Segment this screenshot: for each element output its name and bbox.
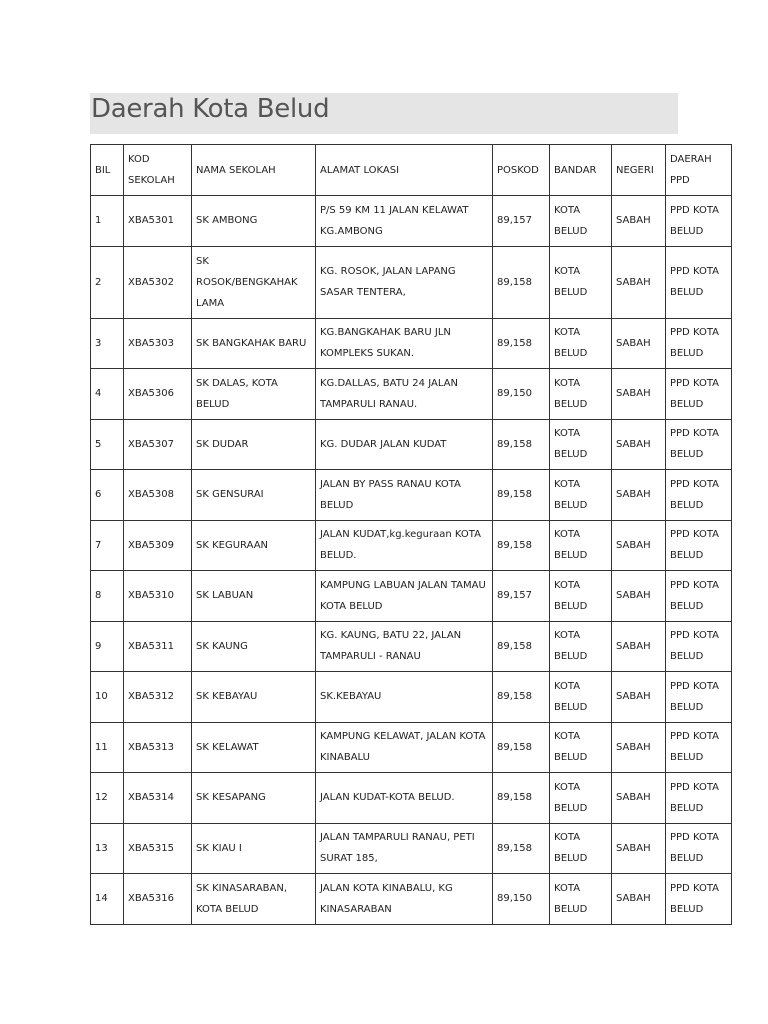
cell-daerah-ppd: PPD KOTA BELUD (666, 621, 732, 672)
cell-alamat-lokasi: SK.KEBAYAU (316, 672, 493, 723)
cell-daerah-ppd: PPD KOTA BELUD (666, 722, 732, 773)
cell-bandar: KOTA BELUD (550, 246, 612, 318)
cell-nama-sekolah: SK AMBONG (192, 196, 316, 247)
cell-nama-sekolah: SK KAUNG (192, 621, 316, 672)
cell-bil: 5 (91, 419, 124, 470)
table-header-row (91, 145, 732, 196)
header-daerah-ppd: DAERAH PPD (666, 145, 732, 196)
cell-alamat-lokasi: KAMPUNG KELAWAT, JALAN KOTA KINABALU (316, 722, 493, 773)
cell-poskod: 89,158 (493, 419, 550, 470)
cell-kod-sekolah: XBA5303 (124, 318, 192, 369)
table-row (91, 874, 732, 925)
cell-bandar: KOTA BELUD (550, 621, 612, 672)
cell-alamat-lokasi: KAMPUNG LABUAN JALAN TAMAU KOTA BELUD (316, 571, 493, 622)
cell-alamat-lokasi: P/S 59 KM 11 JALAN KELAWAT KG.AMBONG (316, 196, 493, 247)
cell-daerah-ppd: PPD KOTA BELUD (666, 672, 732, 723)
header-bil: BIL (91, 145, 124, 196)
cell-poskod: 89,150 (493, 369, 550, 420)
cell-nama-sekolah: SK KEBAYAU (192, 672, 316, 723)
table-row (91, 419, 732, 470)
table-row (91, 621, 732, 672)
cell-kod-sekolah: XBA5301 (124, 196, 192, 247)
cell-nama-sekolah: SK LABUAN (192, 571, 316, 622)
cell-bandar: KOTA BELUD (550, 571, 612, 622)
table-row (91, 246, 732, 318)
cell-bil: 6 (91, 470, 124, 521)
cell-bil: 12 (91, 773, 124, 824)
cell-poskod: 89,158 (493, 520, 550, 571)
cell-bil: 8 (91, 571, 124, 622)
cell-poskod: 89,158 (493, 672, 550, 723)
cell-negeri: SABAH (612, 874, 666, 925)
cell-daerah-ppd: PPD KOTA BELUD (666, 520, 732, 571)
cell-alamat-lokasi: KG. DUDAR JALAN KUDAT (316, 419, 493, 470)
cell-nama-sekolah: SK DUDAR (192, 419, 316, 470)
cell-negeri: SABAH (612, 621, 666, 672)
cell-nama-sekolah: SK KEGURAAN (192, 520, 316, 571)
cell-nama-sekolah: SK KINASARABAN, KOTA BELUD (192, 874, 316, 925)
cell-bil: 2 (91, 246, 124, 318)
cell-negeri: SABAH (612, 520, 666, 571)
cell-negeri: SABAH (612, 196, 666, 247)
cell-poskod: 89,158 (493, 246, 550, 318)
cell-bil: 3 (91, 318, 124, 369)
page-title: Daerah Kota Belud (91, 94, 330, 124)
cell-bandar: KOTA BELUD (550, 773, 612, 824)
cell-kod-sekolah: XBA5307 (124, 419, 192, 470)
cell-bandar: KOTA BELUD (550, 520, 612, 571)
cell-alamat-lokasi: KG. ROSOK, JALAN LAPANG SASAR TENTERA, (316, 246, 493, 318)
cell-daerah-ppd: PPD KOTA BELUD (666, 773, 732, 824)
table-row (91, 773, 732, 824)
cell-bil: 4 (91, 369, 124, 420)
cell-daerah-ppd: PPD KOTA BELUD (666, 196, 732, 247)
cell-bil: 11 (91, 722, 124, 773)
cell-negeri: SABAH (612, 722, 666, 773)
cell-bandar: KOTA BELUD (550, 823, 612, 874)
cell-alamat-lokasi: KG.BANGKAHAK BARU JLN KOMPLEKS SUKAN. (316, 318, 493, 369)
cell-nama-sekolah: SK KELAWAT (192, 722, 316, 773)
cell-bandar: KOTA BELUD (550, 874, 612, 925)
cell-bandar: KOTA BELUD (550, 196, 612, 247)
cell-bandar: KOTA BELUD (550, 470, 612, 521)
cell-poskod: 89,158 (493, 773, 550, 824)
title-bar (90, 93, 678, 134)
cell-kod-sekolah: XBA5309 (124, 520, 192, 571)
cell-poskod: 89,158 (493, 318, 550, 369)
cell-negeri: SABAH (612, 470, 666, 521)
table-row (91, 571, 732, 622)
cell-negeri: SABAH (612, 773, 666, 824)
cell-nama-sekolah: SK GENSURAI (192, 470, 316, 521)
cell-bil: 14 (91, 874, 124, 925)
cell-bandar: KOTA BELUD (550, 722, 612, 773)
cell-bil: 10 (91, 672, 124, 723)
cell-negeri: SABAH (612, 369, 666, 420)
table-row (91, 318, 732, 369)
cell-poskod: 89,157 (493, 196, 550, 247)
cell-kod-sekolah: XBA5313 (124, 722, 192, 773)
cell-negeri: SABAH (612, 571, 666, 622)
header-nama-sekolah: NAMA SEKOLAH (192, 145, 316, 196)
cell-daerah-ppd: PPD KOTA BELUD (666, 823, 732, 874)
cell-alamat-lokasi: KG. KAUNG, BATU 22, JALAN TAMPARULI - RANAU (316, 621, 493, 672)
schools-table (90, 144, 732, 925)
cell-kod-sekolah: XBA5316 (124, 874, 192, 925)
cell-kod-sekolah: XBA5311 (124, 621, 192, 672)
table-row (91, 369, 732, 420)
table-row (91, 196, 732, 247)
table-row (91, 470, 732, 521)
cell-daerah-ppd: PPD KOTA BELUD (666, 246, 732, 318)
cell-kod-sekolah: XBA5312 (124, 672, 192, 723)
table-row (91, 672, 732, 723)
cell-kod-sekolah: XBA5302 (124, 246, 192, 318)
cell-kod-sekolah: XBA5306 (124, 369, 192, 420)
cell-nama-sekolah: SK KIAU I (192, 823, 316, 874)
cell-kod-sekolah: XBA5308 (124, 470, 192, 521)
cell-daerah-ppd: PPD KOTA BELUD (666, 874, 732, 925)
cell-bil: 9 (91, 621, 124, 672)
cell-negeri: SABAH (612, 672, 666, 723)
cell-negeri: SABAH (612, 419, 666, 470)
cell-bandar: KOTA BELUD (550, 672, 612, 723)
cell-negeri: SABAH (612, 823, 666, 874)
cell-bil: 7 (91, 520, 124, 571)
table-row (91, 823, 732, 874)
cell-poskod: 89,158 (493, 722, 550, 773)
cell-negeri: SABAH (612, 318, 666, 369)
cell-bandar: KOTA BELUD (550, 369, 612, 420)
cell-poskod: 89,158 (493, 823, 550, 874)
header-kod-sekolah: KOD SEKOLAH (124, 145, 192, 196)
table-body (91, 196, 732, 925)
cell-kod-sekolah: XBA5314 (124, 773, 192, 824)
header-negeri: NEGERI (612, 145, 666, 196)
cell-alamat-lokasi: JALAN BY PASS RANAU KOTA BELUD (316, 470, 493, 521)
cell-bil: 1 (91, 196, 124, 247)
cell-poskod: 89,158 (493, 470, 550, 521)
cell-daerah-ppd: PPD KOTA BELUD (666, 419, 732, 470)
cell-bandar: KOTA BELUD (550, 419, 612, 470)
cell-daerah-ppd: PPD KOTA BELUD (666, 369, 732, 420)
cell-nama-sekolah: SK BANGKAHAK BARU (192, 318, 316, 369)
cell-bil: 13 (91, 823, 124, 874)
cell-poskod: 89,158 (493, 621, 550, 672)
header-alamat-lokasi: ALAMAT LOKASI (316, 145, 493, 196)
cell-alamat-lokasi: JALAN TAMPARULI RANAU, PETI SURAT 185, (316, 823, 493, 874)
cell-nama-sekolah: SK ROSOK/BENGKAHAK LAMA (192, 246, 316, 318)
cell-nama-sekolah: SK KESAPANG (192, 773, 316, 824)
cell-alamat-lokasi: JALAN KOTA KINABALU, KG KINASARABAN (316, 874, 493, 925)
cell-daerah-ppd: PPD KOTA BELUD (666, 571, 732, 622)
cell-alamat-lokasi: JALAN KUDAT,kg.keguraan KOTA BELUD. (316, 520, 493, 571)
cell-kod-sekolah: XBA5310 (124, 571, 192, 622)
cell-poskod: 89,157 (493, 571, 550, 622)
cell-daerah-ppd: PPD KOTA BELUD (666, 470, 732, 521)
cell-bandar: KOTA BELUD (550, 318, 612, 369)
header-bandar: BANDAR (550, 145, 612, 196)
cell-nama-sekolah: SK DALAS, KOTA BELUD (192, 369, 316, 420)
cell-kod-sekolah: XBA5315 (124, 823, 192, 874)
cell-negeri: SABAH (612, 246, 666, 318)
cell-alamat-lokasi: KG.DALLAS, BATU 24 JALAN TAMPARULI RANAU. (316, 369, 493, 420)
header-poskod: POSKOD (493, 145, 550, 196)
cell-poskod: 89,150 (493, 874, 550, 925)
cell-daerah-ppd: PPD KOTA BELUD (666, 318, 732, 369)
table-row (91, 722, 732, 773)
cell-alamat-lokasi: JALAN KUDAT-KOTA BELUD. (316, 773, 493, 824)
table-row (91, 520, 732, 571)
